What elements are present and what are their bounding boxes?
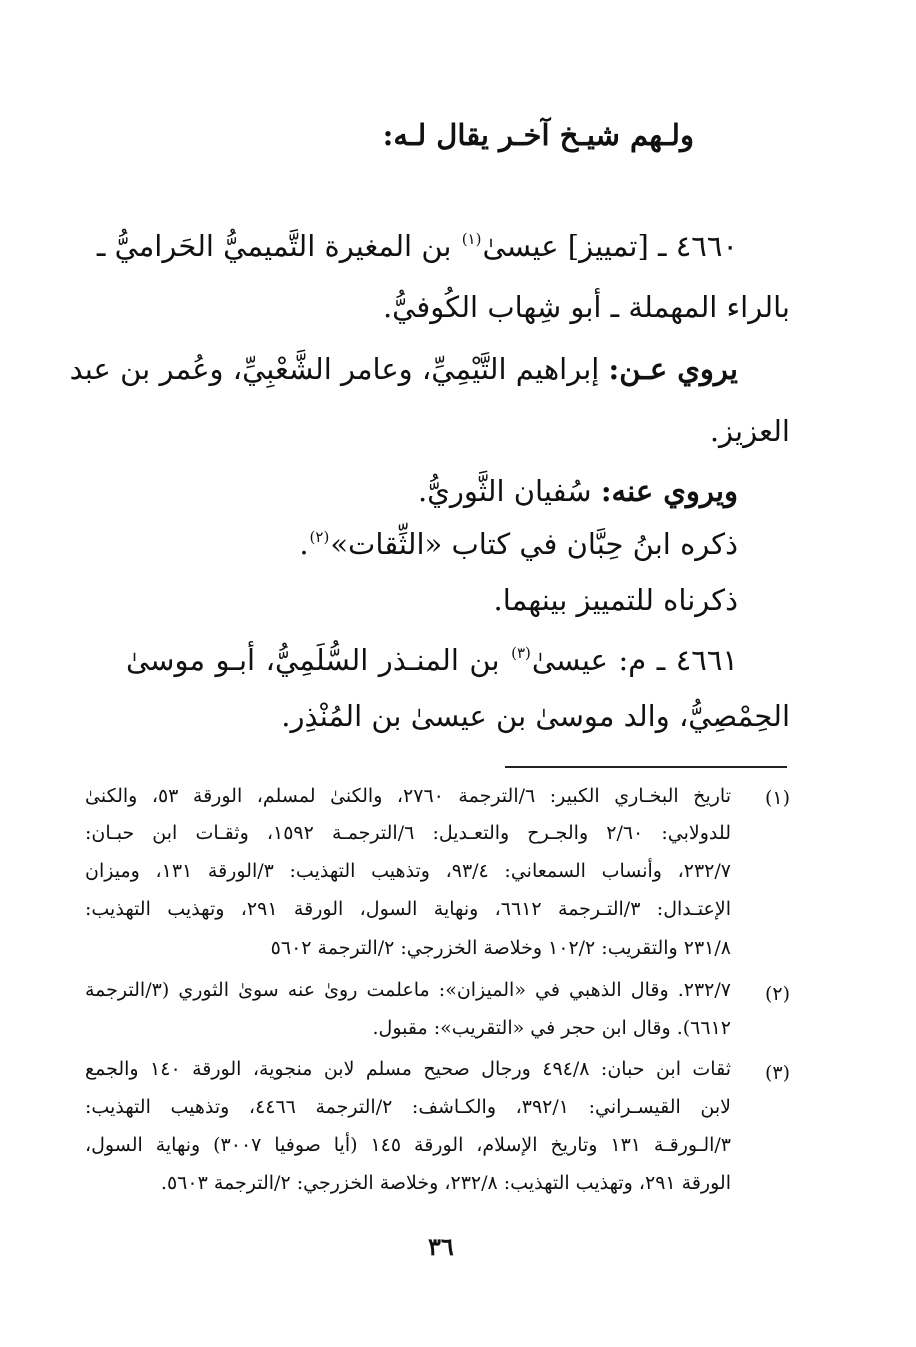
entry-4660-narrated-by bbox=[417, 474, 738, 508]
entry-4660-narrates-cont: العزيز. bbox=[709, 414, 790, 448]
footnote-1-line-3: ٢٣٢/٧، وأنساب السمعاني: ٩٣/٤، وتذهيب التهذيب: ٣/الورقة ١٣١، وميزان bbox=[85, 860, 731, 882]
entry-4660-line-1 bbox=[96, 229, 738, 263]
footnote-3-line-4: الورقة ٢٩١، وتهذيب التهذيب: ٢٣٢/٨، وخلاصة الخزرجي: ٢/الترجمة ٥٦٠٣. bbox=[160, 1172, 731, 1194]
section-heading: ولـهم شيـخ آخـر يقال لـه: bbox=[382, 118, 694, 152]
footnote-ref-2: (٢) bbox=[309, 528, 330, 546]
narrated-by-label: ويروي عنه: bbox=[600, 474, 738, 508]
footnote-1-line-5: ٢٣١/٨ والتقريب: ١٠٢/٢ وخلاصة الخزرجي: ٢/الترجمة ٥٦٠٢ bbox=[270, 937, 731, 959]
footnote-number-2: (٢) bbox=[764, 983, 790, 1005]
footnote-1-line-4: الإعتـدال: ٣/التـرجمة ٦٦١٢، ونهاية السول، الورقة ٢٩١، وتهذيب التهذيب: bbox=[85, 898, 731, 920]
footnote-number-1: (١) bbox=[764, 787, 790, 809]
footnote-1-line-2: للدولابي: ٢/٦٠ والجـرح والتعـديل: ٦/الترجمـة ١٥٩٢، وثقـات ابن حبـان: bbox=[85, 822, 731, 844]
footnote-3-line-3: ٣/الـورقـة ١٣١ وتاريخ الإسلام، الورقة ١٤٥ (أيا صوفيا ٣٠٠٧) ونهاية السول، bbox=[85, 1134, 732, 1156]
footnote-2-line-2: ٦٦١٢). وقال ابن حجر في «التقريب»: مقبول. bbox=[372, 1017, 731, 1039]
footnote-ref-3: (٣) bbox=[511, 644, 531, 662]
entry-4660-number-name: ٤٦٦٠ ـ [تمييز] عيسىٰ bbox=[482, 229, 738, 263]
entry-4660-distinguish-note: ذكرناه للتمييز بينهما. bbox=[493, 583, 738, 617]
narrated-by-text: سُفيان الثَّوريُّ. bbox=[417, 474, 592, 508]
footnote-2-line-1: ٢٣٢/٧. وقال الذهبي في «الميزان»: ماعلمت روىٰ عنه سوىٰ الثوري (٣/الترجمة bbox=[85, 979, 731, 1001]
footnote-ref-1: (١) bbox=[461, 230, 482, 248]
entry-4660-line-2: بالراء المهملة ـ أبو شِهاب الكُوفيُّ. bbox=[382, 290, 790, 324]
footnote-separator bbox=[505, 766, 787, 768]
entry-4660-ibn-hibban bbox=[299, 527, 738, 561]
entry-4661-number-name: ٤٦٦١ ـ م: عيسىٰ bbox=[531, 643, 739, 677]
entry-4660-lineage: بن المغيرة التَّميميُّ الحَراميُّ ـ bbox=[96, 229, 452, 263]
ibn-hibban-end: . bbox=[299, 527, 309, 561]
entry-4661-line-1 bbox=[126, 643, 739, 677]
narrates-from-text: إبراهيم التَّيْمِيِّ، وعامر الشَّعْبِيِّ، وعُمر بن عبد bbox=[69, 352, 600, 386]
footnote-3-line-2: لابن القيسـراني: ٣٩٢/١، والكـاشف: ٢/الترجمة ٤٤٦٦، وتذهيب التهذيب: bbox=[85, 1096, 731, 1118]
entry-4660-narrates-from bbox=[69, 352, 738, 386]
entry-4661-lineage: بن المنـذر السُّلَمِيُّ، أبـو موسىٰ bbox=[126, 643, 500, 677]
page-number: ٣٦ bbox=[428, 1232, 454, 1261]
footnote-number-3: (٣) bbox=[764, 1062, 790, 1084]
narrates-from-label: يروي عـن: bbox=[608, 352, 738, 386]
footnote-3-line-1: ثقات ابن حبان: ٤٩٤/٨ ورجال صحيح مسلم لابن منجوية، الورقة ١٤٠ والجمع bbox=[85, 1058, 731, 1080]
footnote-1-line-1: تاريخ البخـاري الكبير: ٦/الترجمة ٢٧٦٠، والكنىٰ لمسلم، الورقة ٥٣، والكنىٰ bbox=[85, 785, 731, 807]
entry-4661-line-2: الحِمْصِيُّ، والد موسىٰ بن عيسىٰ بن المُنْذِر. bbox=[281, 699, 790, 733]
ibn-hibban-text: ذكره ابنُ حِبَّان في كتاب «الثِّقات» bbox=[330, 527, 738, 561]
